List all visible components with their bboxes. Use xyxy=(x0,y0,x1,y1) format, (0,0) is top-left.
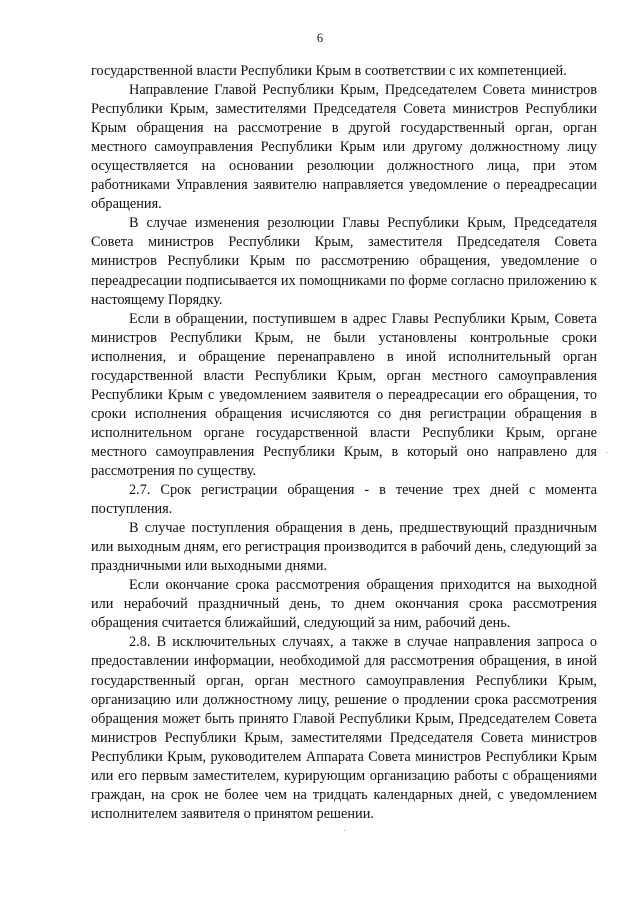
paragraph-control-deadlines: Если в обращении, поступившем в адрес Главы Республики Крым, Совета министров Республики Крым, не были установлены контрольные сроки исполнения, и обращение перенаправлено в иной исполнительный орган государственной власти Республики Крым, орган местного самоуправления Республики Крым с уведомлением заявителя о переадресации его обращения, то сроки исполнения обращения исчисляются со дня регистрации обращения в исполнительном органе государственной власти Республики Крым, органе местного самоуправления Республики Крым, в который оно направлено для рассмотрения по существу. xyxy=(91,310,597,479)
paragraph-2-7-registration-term: 2.7. Срок регистрации обращения - в течение трех дней с момента поступления. xyxy=(91,482,597,518)
paragraph-2-8-extension: 2.8. В исключительных случаях, а также в случае направления запроса о предоставлении информации, необходимой для рассмотрения обращения, в иной государственный орган, орган местного самоуправления Республики Крым, организацию или должностному лицу, решение о продлении срока рассмотрения обращения может быть принято Главой Республики Крым, Председателем Совета министров Республики Крым, заместителями Председателя Совета министров Республики Крым, руководителем Аппарата Совета министров Республики Крым или его первым заместителем, курирующим организацию работы с обращениями граждан, на срок не более чем на тридцать календарных дней, с уведомлением исполнителем заявителя о принятом решении. xyxy=(91,634,597,822)
paragraph-redirect-by-head: Направление Главой Республики Крым, Председателем Совета министров Республики Крым, заместителями Председателя Совета министров Республики Крым обращения на рассмотрение в другой государственный орган, орган местного самоуправления Республики Крым или другому должностному лицу осуществляется на основании резолюции должностного лица, при этом работниками Управления заявителю направляется уведомление о переадресации обращения. xyxy=(91,82,597,213)
paragraph-resolution-change: В случае изменения резолюции Главы Республики Крым, Председателя Совета министров Республики Крым, заместителя Председателя Совета министров Республики Крым по рассмотрению обращения, уведомление о переадресации подписывается их помощниками по форме согласно приложению к настоящему Порядку. xyxy=(91,215,597,308)
page-number: 6 xyxy=(316,31,324,45)
paragraph-holiday-registration: В случае поступления обращения в день, предшествующий праздничным или выходным дням, его регистрация производится в рабочий день, следующий за праздничными или выходными днями. xyxy=(91,520,597,575)
paragraph-deadline-on-holiday: Если окончание срока рассмотрения обращения приходится на выходной или нерабочий праздничный день, то днем окончания срока рассмотрения обращения считается ближайший, следующий за ним, рабочий день. xyxy=(91,577,597,632)
scan-speck xyxy=(606,452,607,453)
document-body xyxy=(91,62,597,824)
paragraph-continuation: государственной власти Республики Крым в соответствии с их компетенцией. xyxy=(91,63,567,79)
scan-speck xyxy=(344,830,345,831)
